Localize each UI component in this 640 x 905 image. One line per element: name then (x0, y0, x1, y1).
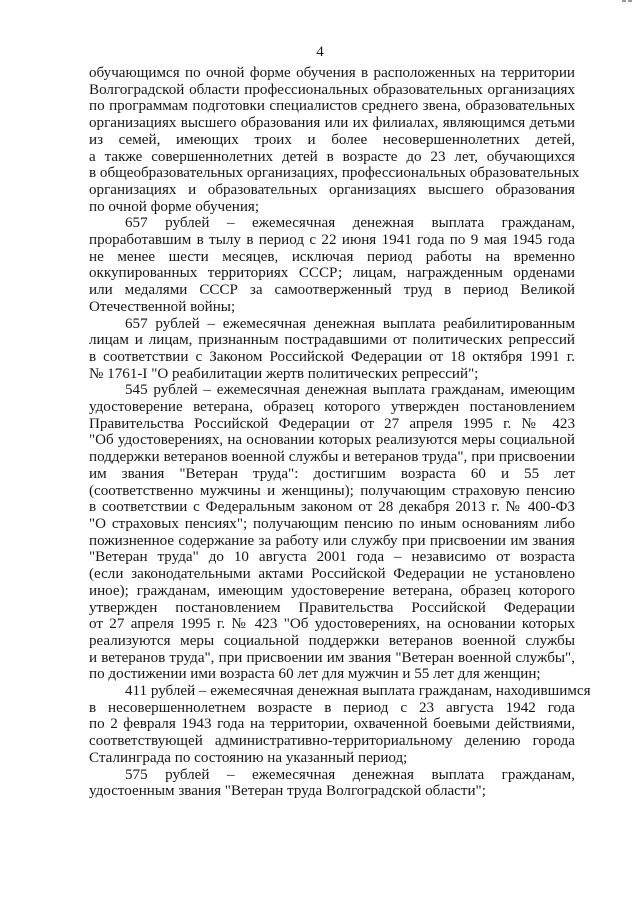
text-line: в соответствии с Федеральным законом от 28 декабря 2013 г. № 400-ФЗ (89, 499, 575, 516)
text-line: по очной форме обучения; (89, 198, 260, 215)
paragraph (89, 767, 575, 800)
text-line: по достижении ими возраста 60 лет для мужчин и 55 лет для женщин; (89, 666, 541, 683)
paragraph (89, 382, 575, 683)
text-line: проработавшим в тылу в период с 22 июня 1941 года по 9 мая 1945 года (89, 232, 575, 249)
text-line: Волгоградской области профессиональных образовательных организациях (89, 81, 575, 98)
text-line: оккупированных территориях СССР; лицам, награжденным орденами (89, 265, 575, 282)
text-line: № 1761-I "О реабилитации жертв политических репрессий"; (89, 365, 479, 382)
text-line: "Ветеран труда" до 10 августа 2001 года – независимо от возраста (89, 549, 575, 566)
text-line: Правительства Российской Федерации от 27 апреля 1995 г. № 423 (89, 415, 575, 432)
paragraph (89, 316, 575, 383)
text-line: 411 рублей – ежемесячная денежная выплата гражданам, находившимся (125, 683, 591, 700)
paragraph (89, 65, 580, 215)
text-line: в несовершеннолетнем возрасте в период с 23 августа 1942 года (89, 699, 575, 716)
text-line: (если законодательными актами Российской Федерации не установлено (89, 566, 575, 583)
text-line: поддержки ветеранов военной службы и ветеранов труда", при присвоении (89, 449, 575, 466)
text-line: пожизненное содержание за работу или службу при присвоении им звания (89, 532, 575, 549)
text-line: Отечественной войны; (89, 298, 236, 315)
text-line: в соответствии с Законом Российской Федерации от 18 октября 1991 г. (89, 348, 575, 365)
text-line: 545 рублей – ежемесячная денежная выплата гражданам, имеющим (125, 382, 575, 399)
text-line: или медалями СССР за самоотверженный труд в период Великой (89, 282, 575, 299)
text-line: лицам и лицам, признанным пострадавшими от политических репрессий (89, 332, 575, 349)
text-line: удостоенным звания "Ветеран труда Волгоградской области"; (89, 783, 486, 800)
text-line: "О страховых пенсиях"; получающим пенсию по иным основаниям либо (89, 515, 575, 532)
text-line: по программам подготовки специалистов среднего звена, образовательных (89, 98, 575, 115)
text-line: 657 рублей – ежемесячная денежная выплата гражданам, (125, 215, 575, 232)
text-line: удостоверение ветерана, образец которого утвержден постановлением (89, 399, 575, 416)
page-number: 4 (316, 44, 324, 60)
text-line: из семей, имеющих троих и более несовершеннолетних детей, (89, 131, 575, 148)
text-line: утвержден постановлением Правительства Российской Федерации (89, 599, 575, 616)
paragraph (89, 215, 575, 315)
text-line: Сталинграда по состоянию на указанный период; (89, 749, 408, 766)
text-line: (соответственно мужчины и женщины); получающим страховую пенсию (89, 482, 575, 499)
text-line: а также совершеннолетних детей в возрасте до 23 лет, обучающихся (89, 148, 575, 165)
text-line: реализуются меры социальной поддержки ветеранов военной службы (89, 632, 575, 649)
text-line: 575 рублей – ежемесячная денежная выплата гражданам, (125, 766, 575, 783)
scan-corner-mark (622, 0, 636, 3)
text-line: в общеобразовательных организациях, профессиональных образовательных (89, 165, 580, 182)
text-line: "Об удостоверениях, на основании которых реализуются меры социальной (89, 432, 575, 449)
text-line: иное); гражданам, имеющим удостоверение ветерана, образец которого (89, 582, 575, 599)
text-line: не менее шести месяцев, исключая период работы на временно (89, 248, 575, 265)
text-line: соответствующей административно-территориальному делению города (89, 733, 575, 750)
text-line: от 27 апреля 1995 г. № 423 "Об удостоверениях, на основании которых (89, 616, 575, 633)
text-line: организациях и образовательных организациях высшего образования (89, 181, 575, 198)
text-line: им звания "Ветеран труда": достигшим возраста 60 и 55 лет (89, 465, 575, 482)
text-line: 657 рублей – ежемесячная денежная выплата реабилитированным (125, 315, 575, 332)
text-line: обучающимся по очной форме обучения в расположенных на территории (89, 65, 575, 81)
text-line: и ветеранов труда", при присвоении им звания "Ветеран военной службы", (89, 649, 575, 666)
text-line: по 2 февраля 1943 года на территории, охваченной боевыми действиями, (89, 716, 575, 733)
document-body (89, 65, 591, 800)
paragraph (89, 683, 591, 767)
text-line: организациях высшего образования или их филиалах, являющимся детьми (89, 115, 575, 132)
